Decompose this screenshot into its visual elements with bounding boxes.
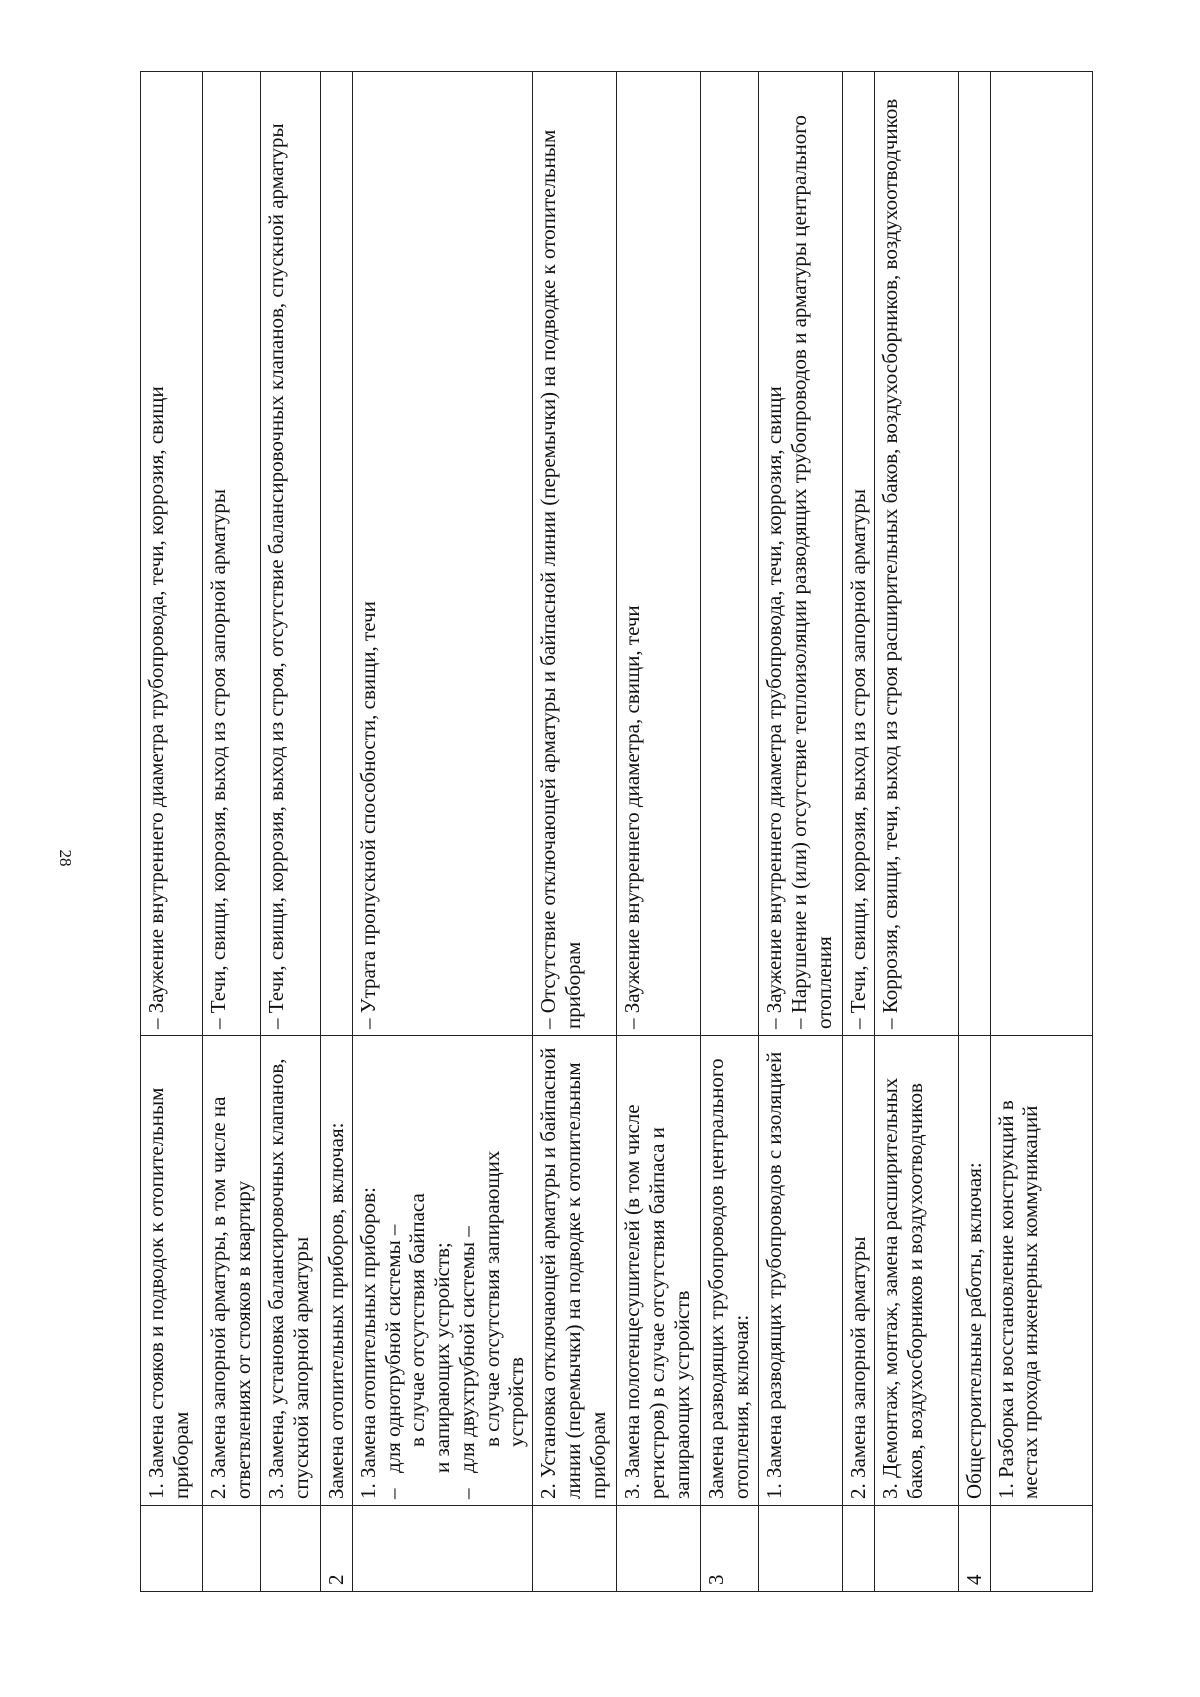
work-cell: 1. Разборка и восстановление конструкций в местах прохода инженерных коммуникаций — [990, 1036, 1092, 1506]
defect-cell — [990, 72, 1092, 1036]
row-number — [203, 1506, 261, 1592]
defect-cell: – Течи, свищи, коррозия, выход из строя запорной арматуры — [203, 72, 261, 1036]
work-item: для двухтрубной системы – — [454, 1226, 479, 1473]
defect-cell: – Утрата пропускной способности, свищи, течи — [352, 72, 532, 1036]
list-item — [455, 1042, 480, 1499]
row-number — [352, 1506, 532, 1592]
defect-cell: – Заужение внутреннего диаметра, свищи, течи — [617, 72, 701, 1036]
table-row — [843, 72, 875, 1592]
defect-cell: – Заужение внутреннего диаметра трубопровода, течи, коррозия, свищи — [141, 72, 203, 1036]
table-row — [958, 72, 990, 1592]
row-number: 4 — [958, 1506, 990, 1592]
work-item: для однотрубной системы – — [380, 1224, 405, 1473]
work-cell: 3. Демонтаж, монтаж, замена расширительных баков, воздухосборников и воздухоотводчиков — [874, 1036, 958, 1506]
defect-line: – Заужение внутреннего диаметра трубопровода, течи, коррозия, свищи — [762, 386, 787, 1029]
defect-cell: – Коррозия, свищи, течи, выход из строя расширительных баков, воздухосборников, воздухоотводчиков — [874, 72, 958, 1036]
work-cell: Общестроительные работы, включая: — [958, 1036, 990, 1506]
row-number — [617, 1506, 701, 1592]
work-item: в случае отсутствия байпаса — [405, 1193, 430, 1447]
table-row — [759, 72, 843, 1592]
work-cell: 3. Замена полотенцесушителей (в том числе регистров) в случае отсутствия байпаса и запирающих устройств — [617, 1036, 701, 1506]
row-number — [874, 1506, 958, 1592]
defect-line: – Нарушение и (или) отсутствие теплоизоляции разводящих трубопроводов и арматуры центрального отопления — [786, 115, 836, 1029]
defect-cell — [701, 72, 759, 1036]
table-row — [874, 72, 958, 1592]
table-row — [321, 72, 353, 1592]
page-number: 28 — [56, 849, 75, 867]
rotated-table-wrapper — [140, 72, 1080, 1592]
row-number — [261, 1506, 321, 1592]
work-cell: 2. Установка отключающей арматуры и байпасной линии (перемычки) на подводке к отопительным приборам — [533, 1036, 617, 1506]
row-number — [759, 1506, 843, 1592]
dash-marker: – — [454, 1488, 479, 1499]
row-number — [843, 1506, 875, 1592]
table-row — [261, 72, 321, 1592]
defect-cell: – Течи, свищи, коррозия, выход из строя запорной арматуры — [843, 72, 875, 1036]
work-cell — [352, 1036, 532, 1506]
repair-works-table — [140, 71, 1093, 1592]
defect-cell: – Течи, свищи, коррозия, выход из строя, отсутствие балансировочных клапанов, спускной арматуры — [261, 72, 321, 1036]
defect-cell — [759, 72, 843, 1036]
table-row — [203, 72, 261, 1592]
work-cell: 3. Замена, установка балансировочных клапанов, спускной запорной арматуры — [261, 1036, 321, 1506]
defect-cell — [321, 72, 353, 1036]
table-row — [990, 72, 1092, 1592]
row-number — [990, 1506, 1092, 1592]
row-number — [141, 1506, 203, 1592]
work-cell: 1. Замена разводящих трубопроводов с изоляцией — [759, 1036, 843, 1506]
row-number: 3 — [701, 1506, 759, 1592]
table-row — [617, 72, 701, 1592]
work-cell: 2. Замена запорной арматуры, в том числе на ответвлениях от стояков в квартиру — [203, 1036, 261, 1506]
work-item: устройств — [504, 1357, 529, 1447]
list-item — [381, 1042, 406, 1499]
row-number: 2 — [321, 1506, 353, 1592]
work-title: 1. Замена отопительных приборов: — [355, 1187, 380, 1499]
table-row — [352, 72, 532, 1592]
table-row — [533, 72, 617, 1592]
table-row — [701, 72, 759, 1592]
dash-marker: – — [380, 1488, 405, 1499]
work-cell: 2. Замена запорной арматуры — [843, 1036, 875, 1506]
work-cell: Замена разводящих трубопроводов центрального отопления, включая: — [701, 1036, 759, 1506]
work-cell: Замена отопительных приборов, включая: — [321, 1036, 353, 1506]
work-cell: 1. Замена стояков и подводок к отопительным приборам — [141, 1036, 203, 1506]
table-row — [141, 72, 203, 1592]
work-item: и запирающих устройств; — [430, 1242, 455, 1473]
defect-cell — [958, 72, 990, 1036]
row-number — [533, 1506, 617, 1592]
defect-cell: – Отсутствие отключающей арматуры и байпасной линии (перемычки) на подводке к отопительным приборам — [533, 72, 617, 1036]
work-item: в случае отсутствия запирающих — [479, 1150, 504, 1447]
